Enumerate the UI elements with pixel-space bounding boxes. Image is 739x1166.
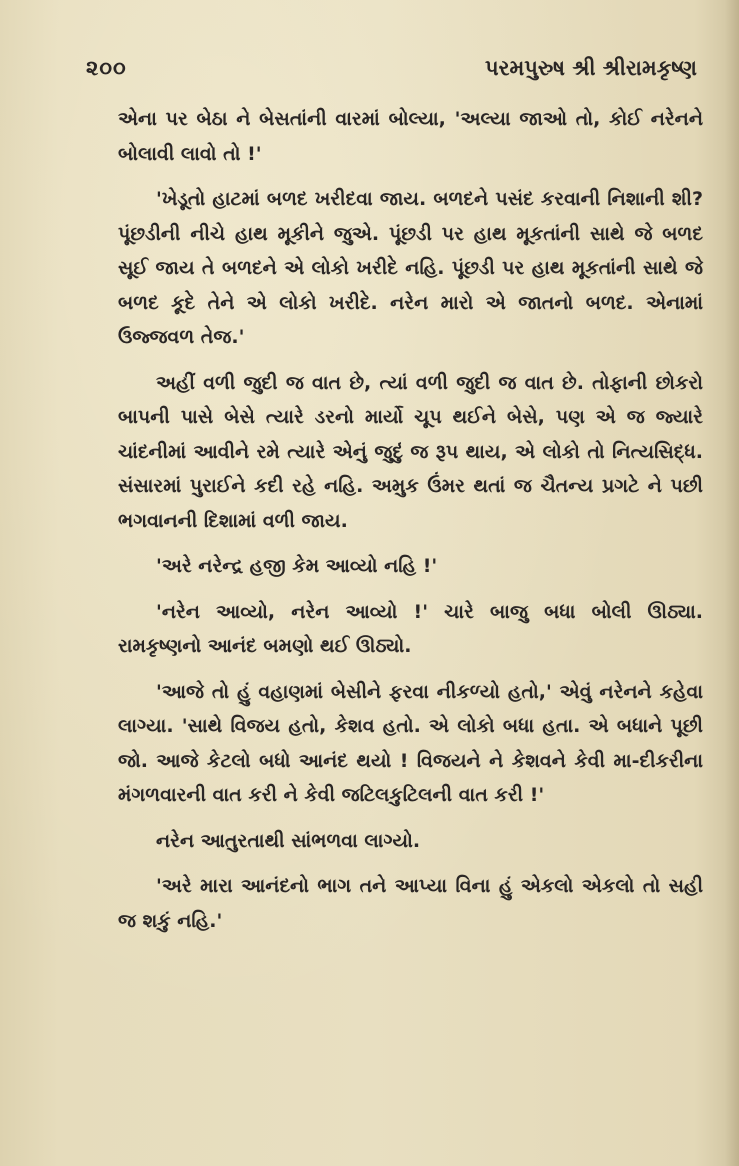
paragraph: 'આજે તો હું વહાણમાં બેસીને ફરવા નીકળ્યો હતો,' એવું નરેનને કહેવા લાગ્યા. 'સાથે વિજય હતો, કેશવ હતો. એ લોકો બધા હતા. એ બધાને પૂછી જો. આજે કેટલો બધો આનંદ થયો ! વિજયને ને કેશવને કેવી મા-દીકરીના મંગળવારની વાત કરી ને કેવી જટિલકુટિલની વાત કરી !'	[118, 680, 703, 806]
paragraph: 'અરે નરેન્દ્ર હજી કેમ આવ્યો નહિ !'	[156, 555, 438, 577]
paragraph: નરેન આતુરતાથી સાંભળવા લાગ્યો.	[156, 829, 421, 852]
body-text	[118, 102, 703, 949]
paragraph: 'ખેડૂતો હાટમાં બળદ ખરીદવા જાય. બળદને પસંદ કરવાની નિશાની શી? પૂંછડીની નીચે હાથ મૂકીને જુએ. પૂંછડી પર હાથ મૂકતાંની સાથે જે બળદ સૂઈ જાય તે બળદને એ લોકો ખરીદે નહિ. પૂંછડી પર હાથ મૂકતાંની સાથે જે બળદ કૂદે તેને એ લોકો ખરીદે. નરેન મારો એ જાતનો બળદ. એનામાં ઉજ્જવળ તેજ.'	[118, 188, 703, 348]
page-header	[86, 56, 697, 84]
running-title: પરમપુરુષ શ્રી શ્રીરામકૃષ્ણ	[484, 56, 697, 80]
paragraph: 'નરેન આવ્યો, નરેન આવ્યો !' ચારે બાજુ બધા બોલી ઊઠ્યા. રામકૃષ્ણનો આનંદ બમણો થઈ ઊઠ્યો.	[118, 600, 703, 657]
paragraph: અહીં વળી જુદી જ વાત છે, ત્યાં વળી જુદી જ વાત છે. તોફાની છોકરો બાપની પાસે બેસે ત્યારે ડરનો માર્યો ચૂપ થઈને બેસે, પણ એ જ જ્યારે ચાંદનીમાં આવીને રમે ત્યારે એનું જુદું જ રૂપ થાય, એ લોકો તો નિત્યસિદ્ધ. સંસારમાં પુરાઈને કદી રહે નહિ. અમુક ઉંમર થતાં જ ચૈતન્ય પ્રગટે ને પછી ભગવાનની દિશામાં વળી જાય.	[118, 371, 703, 532]
page-number: ૨૦૦	[86, 56, 127, 80]
paragraph: એના પર બેઠા ને બેસતાંની વારમાં બોલ્યા, 'અલ્યા જાઓ તો, કોઈ નરેનને બોલાવી લાવો તો !'	[118, 108, 703, 165]
paragraph: 'અરે મારા આનંદનો ભાગ તને આપ્યા વિના હું એકલો એકલો તો સહી જ શકું નહિ.'	[118, 875, 703, 932]
page-edge-shadow	[725, 0, 739, 1166]
